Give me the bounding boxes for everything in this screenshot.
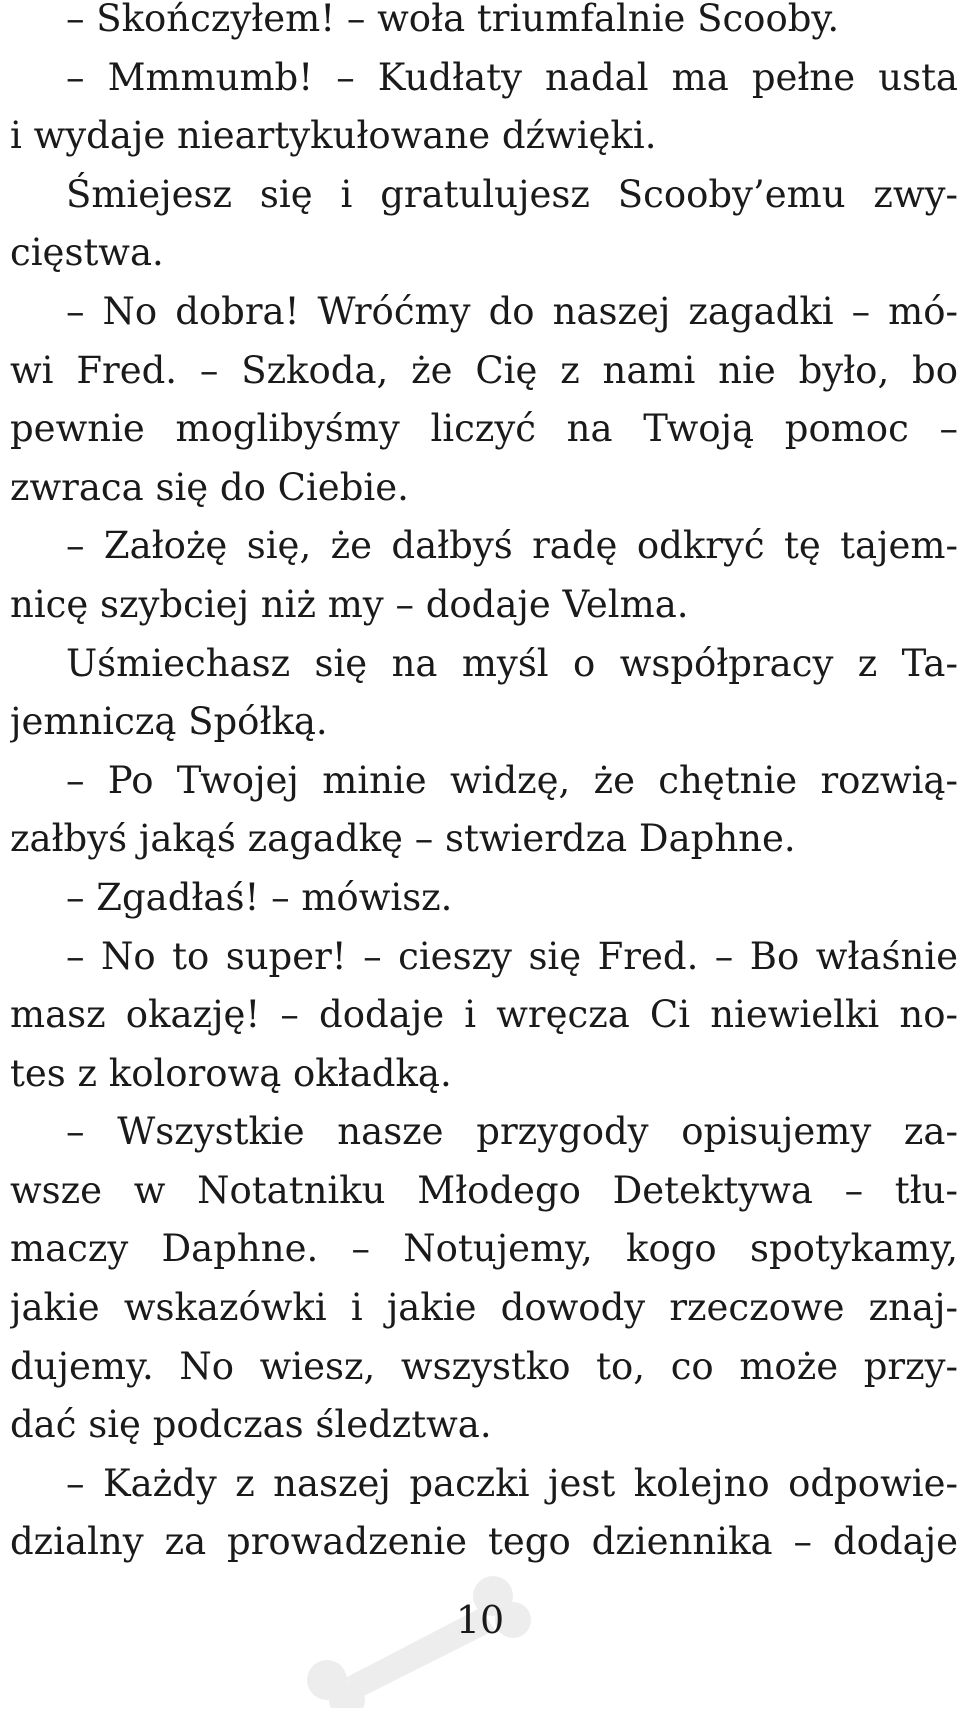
text-line: – No dobra! Wróćmy do naszej zagadki – mó- bbox=[66, 289, 958, 333]
text-line: pewnie moglibyśmy liczyć na Twoją pomoc – bbox=[10, 407, 958, 451]
text-line: tes z kolorową okładką. bbox=[10, 1051, 452, 1095]
text-line: – Założę się, że dałbyś radę odkryć tę tajem- bbox=[66, 524, 958, 568]
text-line: jakie wskazówki i jakie dowody rzeczowe znaj- bbox=[10, 1286, 958, 1330]
text-line: dujemy. No wiesz, wszystko to, co może przy- bbox=[10, 1344, 958, 1388]
text-line: dzialny za prowadzenie tego dziennika – dodaje bbox=[10, 1520, 958, 1564]
text-line: i wydaje nieartykułowane dźwięki. bbox=[10, 114, 657, 158]
text-line: – Wszystkie nasze przygody opisujemy za- bbox=[66, 1110, 958, 1154]
text-line: załbyś jakąś zagadkę – stwierdza Daphne. bbox=[10, 817, 796, 861]
text-line: Śmiejesz się i gratulujesz Scooby’emu zwy- bbox=[66, 172, 958, 216]
text-line: – Po Twojej minie widzę, że chętnie rozwią- bbox=[66, 758, 958, 802]
page-number: 10 bbox=[455, 1598, 505, 1642]
text-line: wsze w Notatniku Młodego Detektywa – tłu- bbox=[10, 1168, 958, 1212]
text-line: dać się podczas śledztwa. bbox=[10, 1403, 492, 1447]
text-line: jemniczą Spółką. bbox=[10, 700, 328, 744]
text-line: nicę szybciej niż my – dodaje Velma. bbox=[10, 582, 689, 626]
text-line: zwraca się do Ciebie. bbox=[10, 465, 409, 509]
text-line: cięstwa. bbox=[10, 231, 164, 275]
text-line: Uśmiechasz się na myśl o współpracy z Ta- bbox=[66, 641, 958, 685]
text-line: masz okazję! – dodaje i wręcza Ci niewielki no- bbox=[10, 993, 958, 1037]
text-line: maczy Daphne. – Notujemy, kogo spotykamy, bbox=[10, 1227, 958, 1271]
text-line: – Skończyłem! – woła triumfalnie Scooby. bbox=[66, 0, 840, 40]
text-line: – Każdy z naszej paczki jest kolejno odpowie- bbox=[66, 1461, 958, 1505]
text-line: – Zgadłaś! – mówisz. bbox=[66, 875, 453, 919]
body-text bbox=[10, 0, 958, 1572]
text-line: wi Fred. – Szkoda, że Cię z nami nie było, bo bbox=[10, 348, 958, 392]
text-line: – No to super! – cieszy się Fred. – Bo właśnie bbox=[66, 934, 958, 978]
text-line: – Mmmumb! – Kudłaty nadal ma pełne usta bbox=[66, 55, 958, 99]
